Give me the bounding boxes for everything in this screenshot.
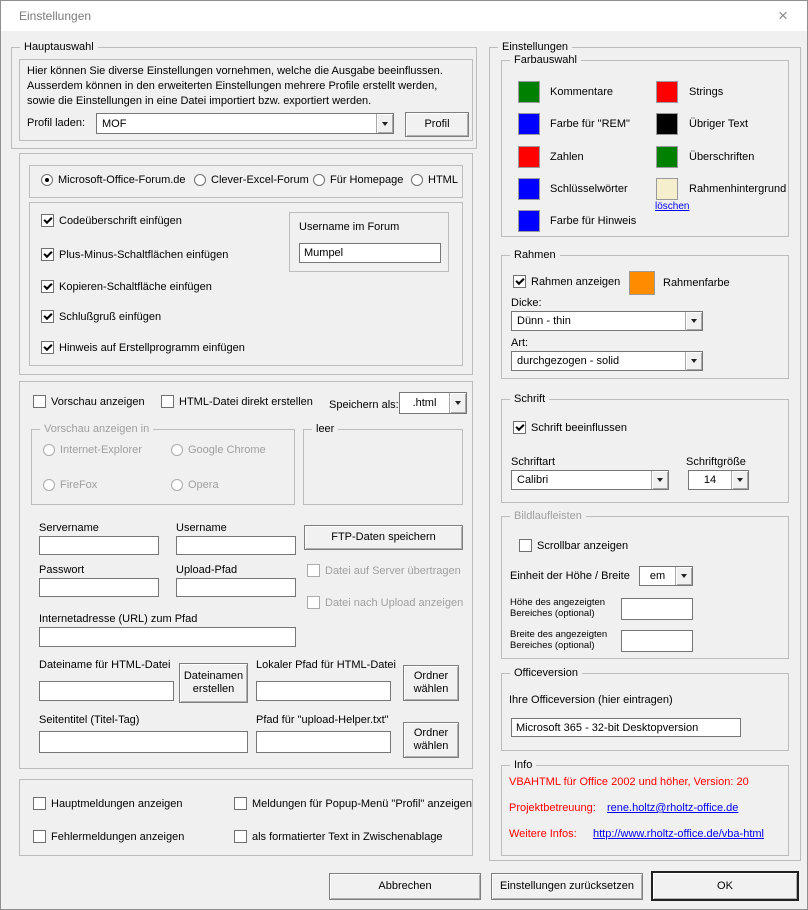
checkbox-box xyxy=(234,830,247,843)
radio-html[interactable] xyxy=(411,174,458,186)
einheit-dropdown-value: em xyxy=(649,570,666,582)
color-swatch-uebriger-text[interactable] xyxy=(656,113,678,135)
dateiname-label: Dateiname für HTML-Datei xyxy=(39,659,171,671)
url-label: Internetadresse (URL) zum Pfad xyxy=(39,613,198,625)
radio-microsoft-office-forum[interactable] xyxy=(41,174,186,186)
checkbox-box xyxy=(234,797,247,810)
window-title: Einstellungen xyxy=(19,9,92,23)
upload-pfad-input[interactable] xyxy=(176,578,296,597)
checkbox-box xyxy=(513,275,526,288)
einstellungen-zuruecksetzen-button[interactable]: Einstellungen zurücksetzen xyxy=(491,873,643,900)
group-title: Info xyxy=(510,759,536,772)
radio-label: Internet-Explorer xyxy=(60,444,142,456)
group-title: Rahmen xyxy=(510,249,560,262)
seitentitel-input[interactable] xyxy=(39,731,248,753)
abbrechen-button[interactable]: Abbrechen xyxy=(329,873,481,900)
color-swatch-rem[interactable] xyxy=(518,113,540,135)
checkbox-box xyxy=(41,248,54,261)
group-title: leer xyxy=(312,423,338,436)
servername-label: Servername xyxy=(39,522,99,534)
radio-label: Google Chrome xyxy=(188,444,266,456)
speichern-als-dropdown[interactable] xyxy=(399,392,467,414)
radio-circle xyxy=(171,444,183,456)
radio-clever-excel-forum[interactable] xyxy=(194,174,309,186)
schriftart-label: Schriftart xyxy=(511,456,556,468)
color-label-rahmenhintergrund: Rahmenhintergrund xyxy=(689,183,787,195)
checkbox-label: Hauptmeldungen anzeigen xyxy=(51,797,183,810)
checkbox-fehlermeldungen[interactable] xyxy=(33,830,184,843)
checkbox-html-direkt[interactable] xyxy=(161,395,313,408)
ok-button[interactable]: OK xyxy=(651,871,799,901)
checkbox-scrollbar-anzeigen[interactable] xyxy=(519,539,628,552)
chevron-down-icon[interactable] xyxy=(376,114,393,133)
schriftgroesse-dropdown-value: 14 xyxy=(703,474,717,486)
checkbox-label: Hinweis auf Erstellprogramm einfügen xyxy=(59,341,245,354)
speichern-als-label: Speichern als: xyxy=(329,399,399,411)
art-dropdown[interactable] xyxy=(511,351,703,371)
checkbox-label: Kopieren-Schaltfläche einfügen xyxy=(59,280,212,293)
group-title: Hauptauswahl xyxy=(20,41,98,54)
close-icon[interactable]: × xyxy=(778,6,788,25)
chevron-down-icon[interactable] xyxy=(651,471,668,489)
vorschau-in-group xyxy=(31,423,295,505)
checkbox-erstellprogramm[interactable] xyxy=(41,341,245,354)
checkbox-box xyxy=(519,539,532,552)
checkbox-label: Vorschau anzeigen xyxy=(51,395,145,408)
profil-laden-label: Profil laden: xyxy=(27,117,86,129)
username-forum-label: Username im Forum xyxy=(299,221,400,233)
ordner-waehlen-button[interactable]: Ordner wählen xyxy=(403,665,459,701)
checkbox-datei-auf-server xyxy=(307,564,461,577)
group-title: Einstellungen xyxy=(498,41,572,54)
einheit-dropdown[interactable] xyxy=(639,566,693,586)
breite-input[interactable] xyxy=(621,630,693,652)
checkbox-kopieren[interactable] xyxy=(41,280,212,293)
einheit-label: Einheit der Höhe / Breite xyxy=(510,570,630,582)
color-label-rem: Farbe für "REM" xyxy=(550,118,630,130)
group-farbauswahl xyxy=(501,54,789,237)
radio-label: Opera xyxy=(188,479,219,491)
checkbox-label: HTML-Datei direkt erstellen xyxy=(179,395,313,408)
ftp-daten-speichern-button[interactable]: FTP-Daten speichern xyxy=(304,525,463,550)
checkbox-box xyxy=(33,395,46,408)
checkbox-label: Schlußgruß einfügen xyxy=(59,310,162,323)
lokaler-pfad-label: Lokaler Pfad für HTML-Datei xyxy=(256,659,396,671)
schriftart-dropdown[interactable] xyxy=(511,470,669,490)
upload-pfad-label: Upload-Pfad xyxy=(176,564,238,576)
version-text: VBAHTML für Office 2002 und höher, Version: 20 xyxy=(509,776,749,788)
color-swatch-rahmenhintergrund[interactable] xyxy=(656,178,678,200)
lokaler-pfad-input[interactable] xyxy=(256,681,391,701)
checkbox-box xyxy=(161,395,174,408)
dicke-dropdown[interactable] xyxy=(511,311,703,331)
profil-button[interactable]: Profil xyxy=(405,112,469,137)
checkbox-box xyxy=(307,596,320,609)
hoehe-label: Höhe des angezeigten Bereiches (optional) xyxy=(510,597,606,619)
radio-google-chrome xyxy=(171,444,266,456)
group-title: Farbauswahl xyxy=(510,54,581,67)
radio-circle xyxy=(171,479,183,491)
weitere-infos-label: Weitere Infos: xyxy=(509,828,577,840)
checkbox-plus-minus[interactable] xyxy=(41,248,228,261)
loeschen-link[interactable]: löschen xyxy=(655,201,690,212)
color-swatch-rahmenfarbe[interactable] xyxy=(629,271,655,295)
group-title: Schrift xyxy=(510,393,549,406)
dateinamen-erstellen-button[interactable]: Dateinamen erstellen xyxy=(179,663,248,703)
titlebar xyxy=(1,1,807,31)
color-label-schluesselwoerter: Schlüsselwörter xyxy=(550,183,628,195)
meldungen-frame xyxy=(19,779,473,856)
rahmenfarbe-label: Rahmenfarbe xyxy=(663,277,730,289)
radio-fuer-homepage[interactable] xyxy=(313,174,403,186)
radio-circle xyxy=(41,174,53,186)
color-label-ueberschriften: Überschriften xyxy=(689,151,755,163)
radio-label: FireFox xyxy=(60,479,98,491)
officeversion-input[interactable] xyxy=(511,718,741,737)
color-label-zahlen: Zahlen xyxy=(550,151,584,163)
profil-dropdown-value: MOF xyxy=(102,117,127,130)
upload-helper-input[interactable] xyxy=(256,731,391,753)
schriftart-dropdown-value: Calibri xyxy=(517,474,549,486)
chevron-down-icon[interactable] xyxy=(685,352,702,370)
checkbox-label: Schrift beeinflussen xyxy=(531,421,627,434)
radio-opera xyxy=(171,479,219,491)
checkbox-hauptmeldungen[interactable] xyxy=(33,797,183,810)
passwort-label: Passwort xyxy=(39,564,85,576)
checkbox-datei-nach-upload xyxy=(307,596,463,609)
weitere-infos-link[interactable]: http://www.rholtz-office.de/vba-html xyxy=(593,828,764,840)
art-dropdown-value: durchgezogen - solid xyxy=(517,355,620,367)
dicke-label: Dicke: xyxy=(511,297,542,309)
checkbox-box xyxy=(41,214,54,227)
color-swatch-ueberschriften[interactable] xyxy=(656,146,678,168)
radio-label: Für Homepage xyxy=(330,174,404,186)
checkbox-box xyxy=(41,341,54,354)
color-swatch-strings[interactable] xyxy=(656,81,678,103)
checkbox-label: Scrollbar anzeigen xyxy=(537,539,629,552)
checkbox-box xyxy=(307,564,320,577)
group-title: Bildlaufleisten xyxy=(510,510,586,523)
checkbox-label: als formatierter Text in Zwischenablage xyxy=(252,830,443,843)
radio-internet-explorer xyxy=(43,444,142,456)
radio-circle xyxy=(313,174,325,186)
color-label-hinweis: Farbe für Hinweis xyxy=(550,215,637,227)
hauptauswahl-description: Hier können Sie diverse Einstellungen vornehmen, welche die Ausgabe beeinflussen. Ausserdem können in den erweiterten Einstellungen mehrere Profile erstellt werden, sowie die Einstellungen in eine Datei importiert bzw. exportiert werden. xyxy=(27,65,443,107)
art-label: Art: xyxy=(511,337,529,349)
profil-dropdown[interactable] xyxy=(96,113,394,134)
checkbox-label: Plus-Minus-Schaltflächen einfügen xyxy=(59,248,229,261)
url-input[interactable] xyxy=(39,627,296,647)
color-label-strings: Strings xyxy=(689,86,724,98)
checkbox-box xyxy=(33,830,46,843)
checkbox-label: Codeüberschrift einfügen xyxy=(59,214,182,227)
schriftgroesse-dropdown[interactable] xyxy=(688,470,749,490)
checkbox-box xyxy=(41,310,54,323)
color-swatch-kommentare[interactable] xyxy=(518,81,540,103)
passwort-input[interactable] xyxy=(39,578,159,597)
checkbox-schrift-beeinflussen[interactable] xyxy=(513,421,627,434)
username-input[interactable] xyxy=(176,536,296,555)
chevron-down-icon[interactable] xyxy=(731,471,748,489)
checkbox-label: Datei auf Server übertragen xyxy=(325,564,461,577)
radio-firefox xyxy=(43,479,97,491)
radio-circle xyxy=(43,479,55,491)
color-swatch-hinweis[interactable] xyxy=(518,210,540,232)
checkbox-formatierter-text[interactable] xyxy=(234,830,443,843)
chevron-down-icon[interactable] xyxy=(675,567,692,585)
seitentitel-label: Seitentitel (Titel-Tag) xyxy=(39,714,140,726)
chevron-down-icon[interactable] xyxy=(685,312,702,330)
projektbetreuung-link[interactable]: rene.holtz@rholtz-office.de xyxy=(607,802,739,814)
upload-helper-label: Pfad für "upload-Helper.txt" xyxy=(256,714,389,726)
checkbox-label: Fehlermeldungen anzeigen xyxy=(51,830,185,843)
radio-circle xyxy=(411,174,423,186)
servername-input[interactable] xyxy=(39,536,159,555)
checkbox-label: Meldungen für Popup-Menü "Profil" anzeigen xyxy=(252,797,472,810)
checkbox-vorschau-anzeigen[interactable] xyxy=(33,395,145,408)
group-title: Officeversion xyxy=(510,667,582,680)
leer-group xyxy=(303,423,463,505)
checkbox-rahmen-anzeigen[interactable] xyxy=(513,275,620,288)
ordner-waehlen-button-2[interactable]: Ordner wählen xyxy=(403,722,459,758)
speichern-als-value: .html xyxy=(412,397,437,409)
checkbox-codeueberschrift[interactable] xyxy=(41,214,182,227)
checkbox-meldungen-popup-profil[interactable] xyxy=(234,797,472,810)
username-forum-input[interactable] xyxy=(299,243,441,263)
username-label: Username xyxy=(176,522,227,534)
breite-label: Breite des angezeigten Bereiches (optional) xyxy=(510,629,608,651)
hoehe-input[interactable] xyxy=(621,598,693,620)
radio-circle xyxy=(194,174,206,186)
color-swatch-schluesselwoerter[interactable] xyxy=(518,178,540,200)
checkbox-label: Rahmen anzeigen xyxy=(531,275,621,288)
radio-label: Clever-Excel-Forum xyxy=(211,174,309,186)
schriftgroesse-label: Schriftgröße xyxy=(686,456,746,468)
group-officeversion xyxy=(501,667,789,751)
checkbox-schlussgruss[interactable] xyxy=(41,310,161,323)
dateiname-input[interactable] xyxy=(39,681,174,701)
officeversion-label: Ihre Officeversion (hier eintragen) xyxy=(509,694,673,706)
checkbox-box xyxy=(513,421,526,434)
group-title: Vorschau anzeigen in xyxy=(40,423,153,436)
checkbox-box xyxy=(33,797,46,810)
color-label-uebriger-text: Übriger Text xyxy=(689,118,749,130)
chevron-down-icon[interactable] xyxy=(449,393,466,413)
color-label-kommentare: Kommentare xyxy=(550,86,613,98)
dicke-dropdown-value: Dünn - thin xyxy=(517,315,571,327)
radio-label: Microsoft-Office-Forum.de xyxy=(58,174,186,186)
radio-circle xyxy=(43,444,55,456)
projektbetreuung-label: Projektbetreuung: xyxy=(509,802,596,814)
radio-label: HTML xyxy=(428,174,458,186)
checkbox-label: Datei nach Upload anzeigen xyxy=(325,596,464,609)
color-swatch-zahlen[interactable] xyxy=(518,146,540,168)
checkbox-box xyxy=(41,280,54,293)
